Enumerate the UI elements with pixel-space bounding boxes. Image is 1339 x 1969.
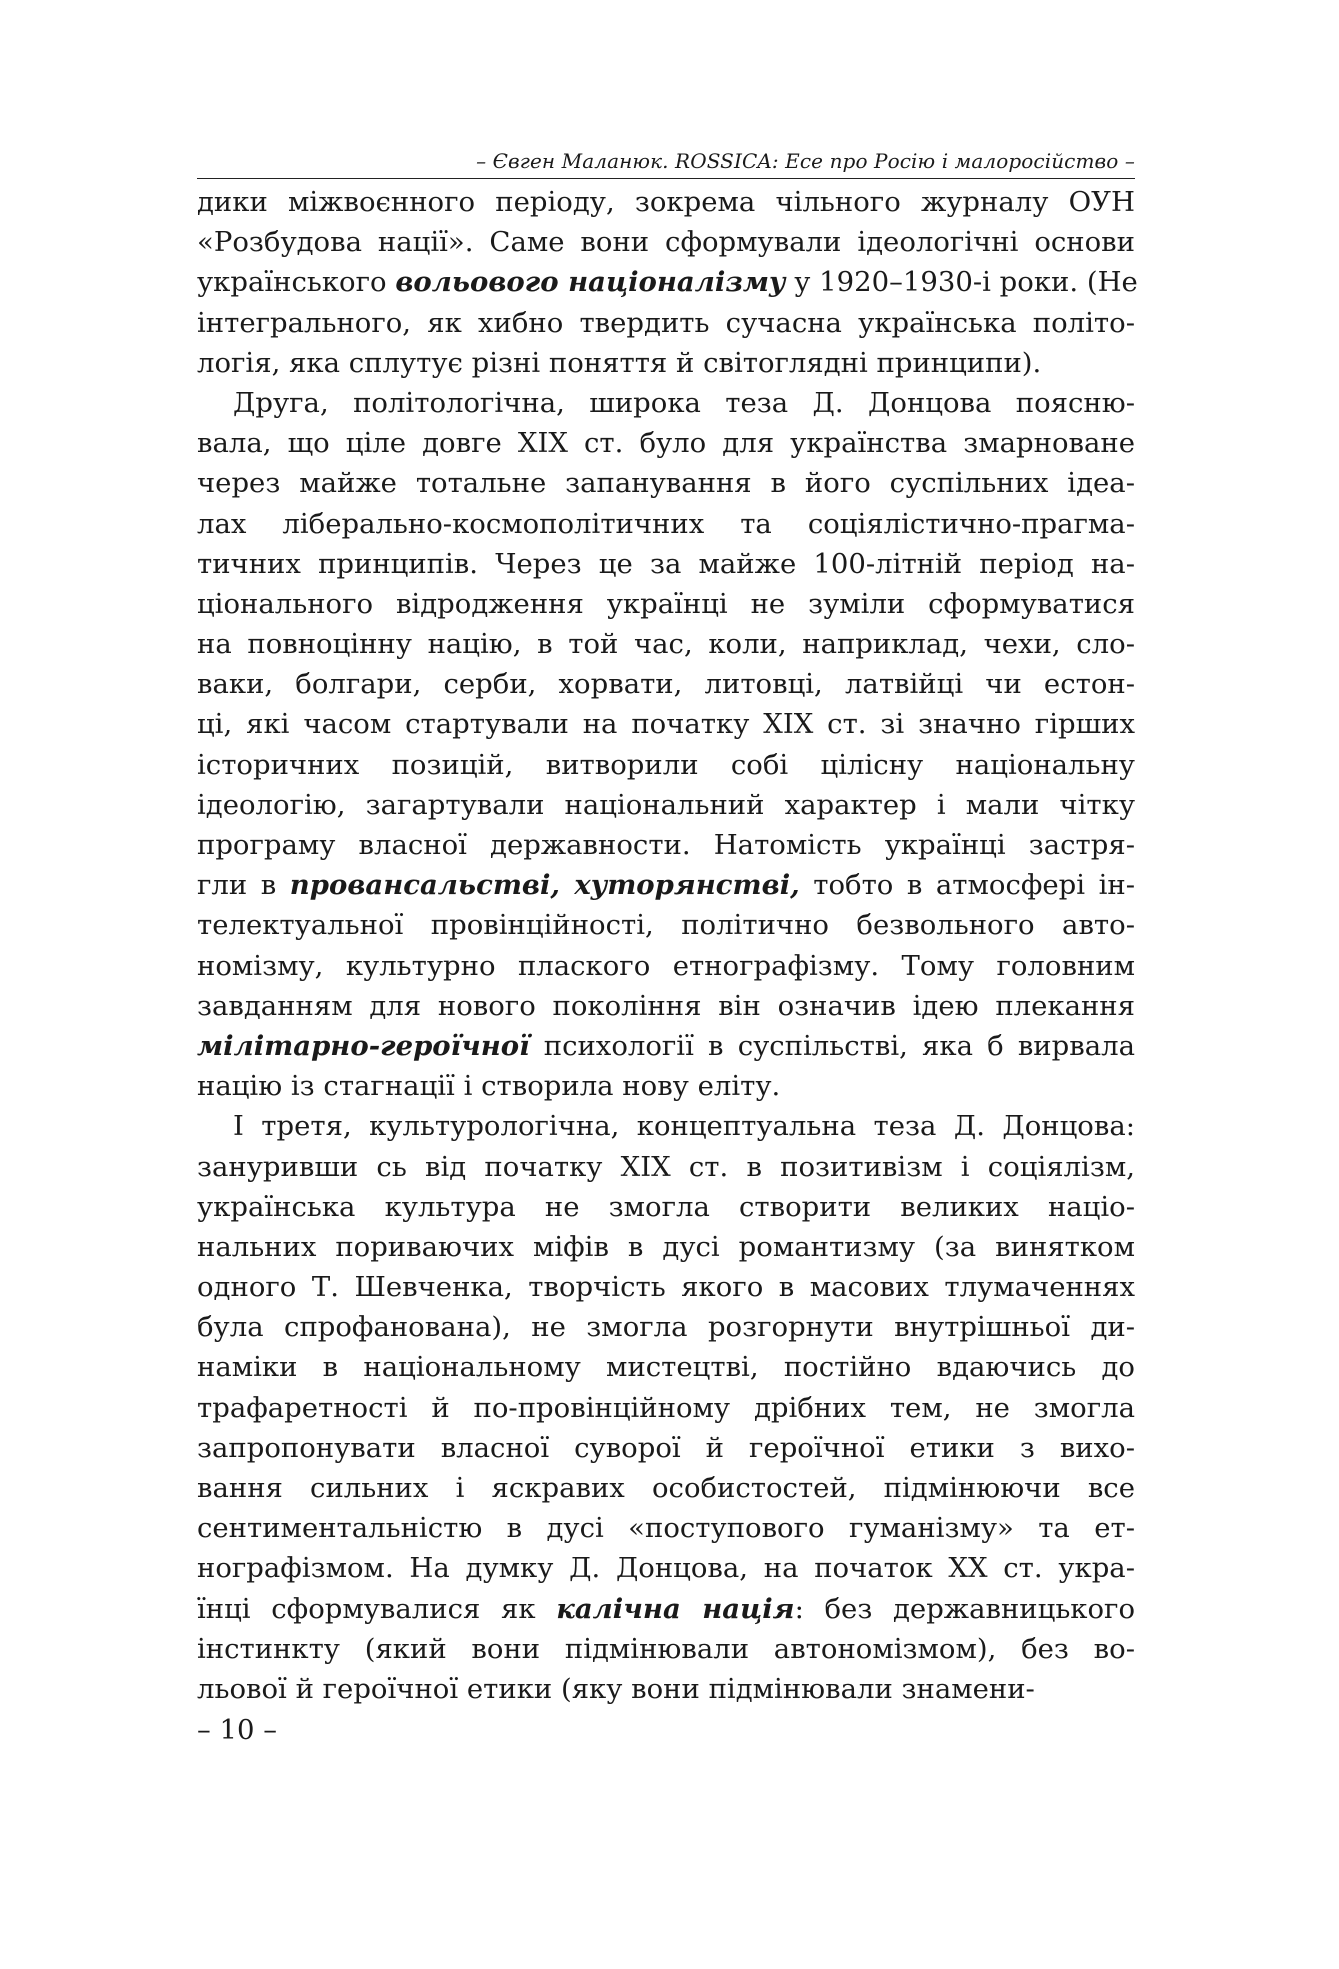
text-line bbox=[197, 584, 1135, 624]
running-header: – Євген Маланюк. ROSSICA: Есе про Росію і малоросійство – bbox=[197, 150, 1135, 179]
text-run: вання сильних і яскравих особистостей, підмінюючи все bbox=[197, 1472, 1135, 1504]
text-run: «Розбудова нації». Саме вони сформували ідеологічні основи bbox=[197, 226, 1135, 259]
text-run: ваки, болгари, серби, хорвати, литовці, латвійці чи естон- bbox=[197, 668, 1135, 701]
text-line bbox=[197, 946, 1135, 986]
text-line bbox=[197, 423, 1135, 463]
text-run: : без державницького bbox=[794, 1592, 1135, 1625]
text-line bbox=[197, 182, 1135, 222]
text-line bbox=[197, 1669, 1135, 1709]
emphasized-term: мілітарно-героїчної bbox=[197, 1029, 530, 1062]
text-run: льової й героїчної етики (яку вони підмінювали знамени- bbox=[197, 1672, 1035, 1705]
text-run: Друга, політологічна, широка теза Д. Донцова поясню- bbox=[233, 386, 1135, 419]
text-run: нальних пориваючих міфів в дусі романтизму (за винятком bbox=[197, 1230, 1135, 1263]
emphasized-term: вольового націоналізму bbox=[395, 266, 786, 299]
text-line bbox=[197, 1428, 1135, 1468]
text-line bbox=[197, 785, 1135, 825]
text-line bbox=[197, 343, 1135, 383]
text-line bbox=[197, 1106, 1135, 1146]
text-run: ціонального відродження українці не зуміли сформуватися bbox=[197, 587, 1135, 620]
text-run: вала, що ціле довге ХІХ ст. було для українства змарноване bbox=[197, 427, 1135, 460]
text-run: запропонувати власної суворої й героїчної етики з вихо- bbox=[197, 1431, 1135, 1464]
text-run: українська культура не змогла створити великих націо- bbox=[197, 1190, 1135, 1223]
text-run: логія, яка сплутує різні поняття й світоглядні принципи). bbox=[197, 346, 1042, 379]
text-line bbox=[197, 986, 1135, 1026]
text-line bbox=[197, 1026, 1135, 1066]
text-run: тичних принципів. Через це за майже 100-літній період на- bbox=[197, 547, 1135, 580]
text-run: інтегрального, як хибно твердить сучасна українська політо- bbox=[197, 306, 1135, 339]
text-run: телектуальної провінційності, політично безвольного авто- bbox=[197, 909, 1135, 942]
text-line bbox=[197, 624, 1135, 664]
text-line bbox=[197, 303, 1135, 343]
emphasized-term: провансальстві, хуторянстві, bbox=[289, 869, 800, 902]
text-line bbox=[197, 463, 1135, 503]
text-run: гли в bbox=[197, 869, 290, 902]
text-run: їнці сформувалися як bbox=[197, 1592, 557, 1625]
text-run: ідеологію, загартували національний характер і мали чітку bbox=[197, 788, 1135, 821]
page-number: – 10 – bbox=[197, 1714, 277, 1747]
text-run: ці, які часом стартували на початку ХІХ ст. зі значно гірших bbox=[197, 708, 1135, 741]
text-run: націю із стагнації і створила нову еліту. bbox=[197, 1070, 781, 1103]
text-run: через майже тотальне запанування в його суспільних ідеа- bbox=[197, 467, 1135, 500]
text-run: номізму, культурно плаского етнографізму. Тому головним bbox=[197, 949, 1135, 982]
body-text bbox=[197, 182, 1138, 1709]
text-line bbox=[197, 544, 1135, 584]
text-line bbox=[197, 222, 1135, 262]
text-line bbox=[197, 1187, 1135, 1227]
text-line bbox=[197, 1589, 1135, 1629]
emphasized-term: калічна нація bbox=[556, 1592, 795, 1625]
text-run: лах ліберально-космополітичних та соціялістично-прагма- bbox=[197, 507, 1135, 540]
text-line bbox=[197, 745, 1135, 785]
text-run: у 1920–1930-і роки. (Не bbox=[785, 266, 1138, 299]
text-run: психології в суспільстві, яка б вирвала bbox=[529, 1029, 1135, 1062]
text-line bbox=[197, 1388, 1135, 1428]
text-run: завданням для нового покоління він означив ідею плекання bbox=[197, 989, 1135, 1022]
text-line bbox=[197, 504, 1135, 544]
text-run: на повноцінну націю, в той час, коли, наприклад, чехи, сло- bbox=[197, 628, 1135, 661]
text-line bbox=[197, 1548, 1135, 1588]
text-line bbox=[197, 1508, 1135, 1548]
text-line bbox=[197, 1227, 1135, 1267]
text-run: програму власної державности. Натомість українці застря- bbox=[197, 829, 1135, 861]
text-line bbox=[197, 1147, 1135, 1187]
text-line bbox=[197, 1066, 1135, 1106]
book-page bbox=[197, 149, 1138, 1747]
text-line bbox=[197, 1307, 1135, 1347]
text-run: українського bbox=[197, 266, 396, 299]
text-line bbox=[197, 1468, 1135, 1508]
text-run: наміки в національному мистецтві, постійно вдаючись до bbox=[197, 1351, 1135, 1384]
text-line bbox=[197, 1629, 1135, 1669]
text-line bbox=[197, 1267, 1135, 1307]
text-run: нографізмом. На думку Д. Донцова, на початок ХХ ст. укра- bbox=[197, 1552, 1135, 1585]
text-line bbox=[197, 905, 1135, 945]
text-run: була спрофанована), не змогла розгорнути внутрішньої ди- bbox=[197, 1311, 1135, 1344]
text-run: одного Т. Шевченка, творчість якого в масових тлумаченнях bbox=[197, 1271, 1135, 1304]
text-line bbox=[197, 664, 1135, 704]
text-run: дики міжвоєнного періоду, зокрема чільного журналу ОУН bbox=[197, 186, 1135, 218]
text-run: інстинкту (який вони підмінювали автономізмом), без во- bbox=[197, 1632, 1135, 1665]
text-line bbox=[197, 704, 1135, 744]
text-run: історичних позицій, витворили собі цілісну національну bbox=[197, 748, 1135, 781]
text-line bbox=[197, 262, 1138, 302]
text-run: сентиментальністю в дусі «поступового гуманізму» та ет- bbox=[197, 1512, 1135, 1545]
text-run: І третя, культурологічна, концептуальна теза Д. Донцова: bbox=[233, 1110, 1135, 1143]
text-run: тобто в атмосфері ін- bbox=[799, 869, 1135, 902]
text-line bbox=[197, 865, 1135, 905]
text-line bbox=[197, 825, 1135, 865]
text-line bbox=[197, 1347, 1135, 1387]
text-run: трафаретності й по-провінційному дрібних тем, не змогла bbox=[197, 1391, 1135, 1424]
text-run: зануривши сь від початку ХІХ ст. в позитивізм і соціялізм, bbox=[197, 1150, 1135, 1183]
text-line bbox=[197, 383, 1135, 423]
